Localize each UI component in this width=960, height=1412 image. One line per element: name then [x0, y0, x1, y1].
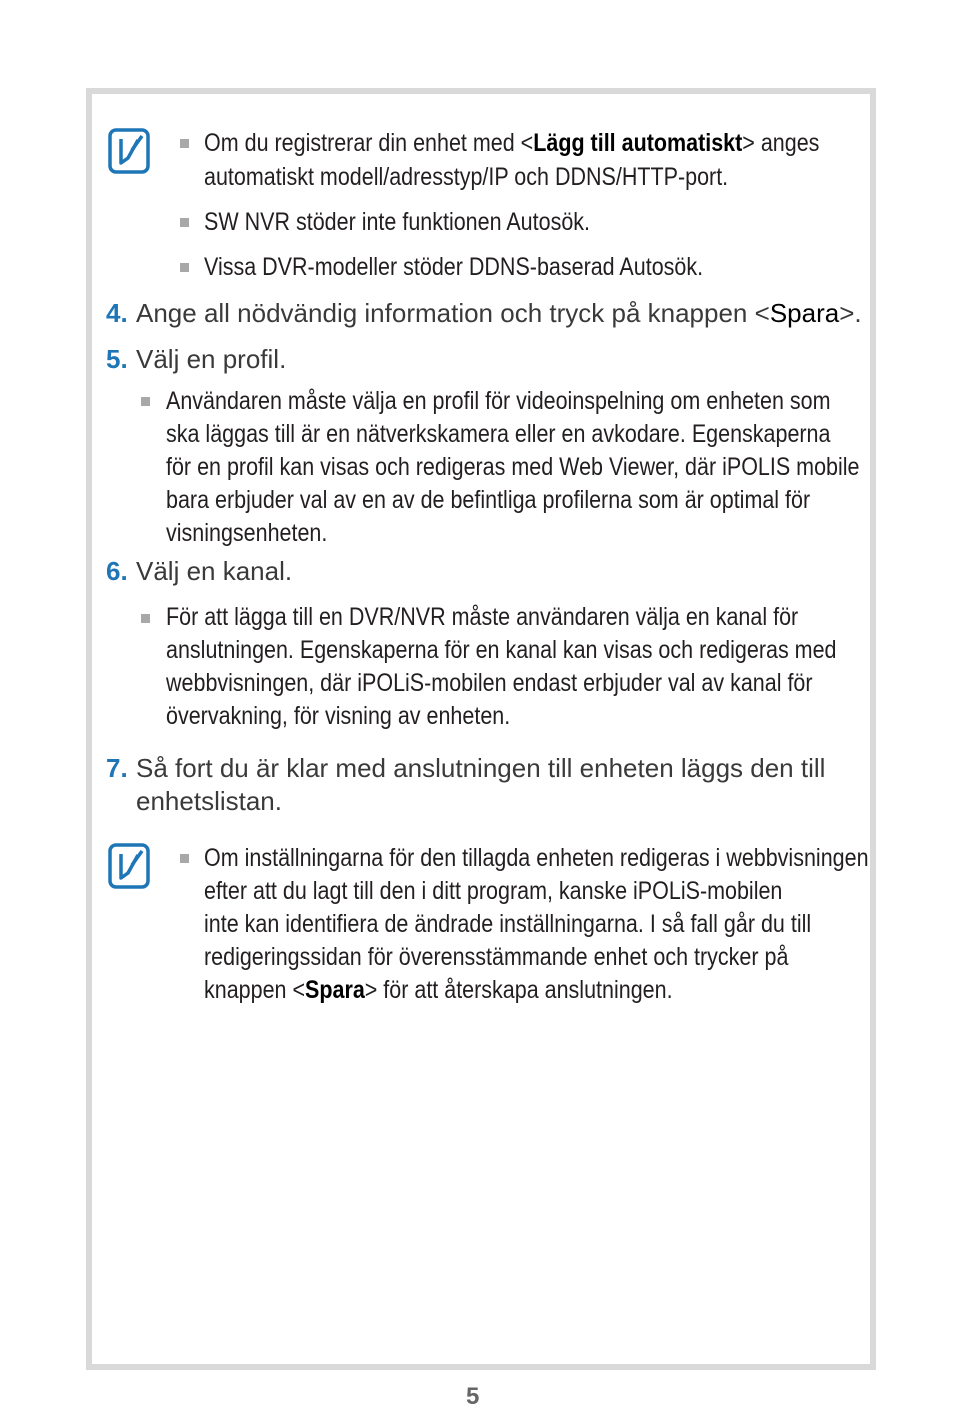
step-5-sub-line: Användaren måste välja en profil för videoinspelning om enheten som [166, 387, 831, 415]
note-pencil-icon [108, 128, 150, 174]
step-7-line: enhetslistan. [136, 786, 282, 816]
step-6-text: Välj en kanal. [136, 556, 293, 586]
step-6-sub-line: webbvisningen, där iPOLiS-mobilen endast erbjuder val av kanal för [166, 669, 813, 697]
step-6-sub-line: För att lägga till en DVR/NVR måste användaren välja en kanal för [166, 603, 799, 631]
note2-line: redigeringssidan för överensstämmande enhet och trycker på [204, 943, 789, 971]
step-5-sub-line: för en profil kan visas och redigeras med Web Viewer, där iPOLIS mobile [166, 453, 860, 481]
bullet [141, 397, 150, 406]
bullet [180, 263, 189, 272]
note1-item1-line2: automatiskt modell/adresstyp/IP och DDNS/HTTP-port. [204, 163, 729, 191]
bullet [180, 139, 189, 148]
note1-item3: Vissa DVR-modeller stöder DDNS-baserad Autosök. [204, 253, 704, 281]
step-number: 4. [106, 298, 128, 328]
step-5-sub-line: ska läggas till är en nätverkskamera eller en avkodare. Egenskaperna [166, 420, 831, 448]
step-5-sub-line: bara erbjuder val av en av de befintliga profilerna som är optimal för [166, 486, 811, 514]
step-number: 7. [106, 753, 128, 783]
bullet [180, 218, 189, 227]
step-7-line: Så fort du är klar med anslutningen till enheten läggs den till [136, 753, 826, 783]
step-6-sub-line: övervakning, för visning av enheten. [166, 702, 511, 730]
bullet [180, 854, 189, 863]
note-pencil-icon [108, 843, 150, 889]
note1-item1-line1: Om du registrerar din enhet med <Lägg till automatiskt> anges [204, 129, 820, 157]
page-number: 5 [466, 1383, 480, 1410]
note2-line: efter att du lagt till den i ditt program, kanske iPOLiS-mobilen [204, 877, 783, 905]
step-number: 5. [106, 344, 128, 374]
step-6-sub-line: anslutningen. Egenskaperna för en kanal kan visas och redigeras med [166, 636, 837, 664]
note2-line: Om inställningarna för den tillagda enheten redigeras i webbvisningen [204, 844, 869, 872]
bullet [141, 614, 150, 623]
step-5-text: Välj en profil. [136, 344, 287, 374]
step-4-text: Ange all nödvändig information och tryck på knappen <Spara>. [136, 298, 862, 328]
note2-line: inte kan identifiera de ändrade inställningarna. I så fall går du till [204, 910, 812, 938]
note2-line: knappen <Spara> för att återskapa anslutningen. [204, 976, 673, 1004]
step-5-sub-line: visningsenheten. [166, 519, 328, 547]
note1-item2: SW NVR stöder inte funktionen Autosök. [204, 208, 591, 236]
step-number: 6. [106, 556, 128, 586]
